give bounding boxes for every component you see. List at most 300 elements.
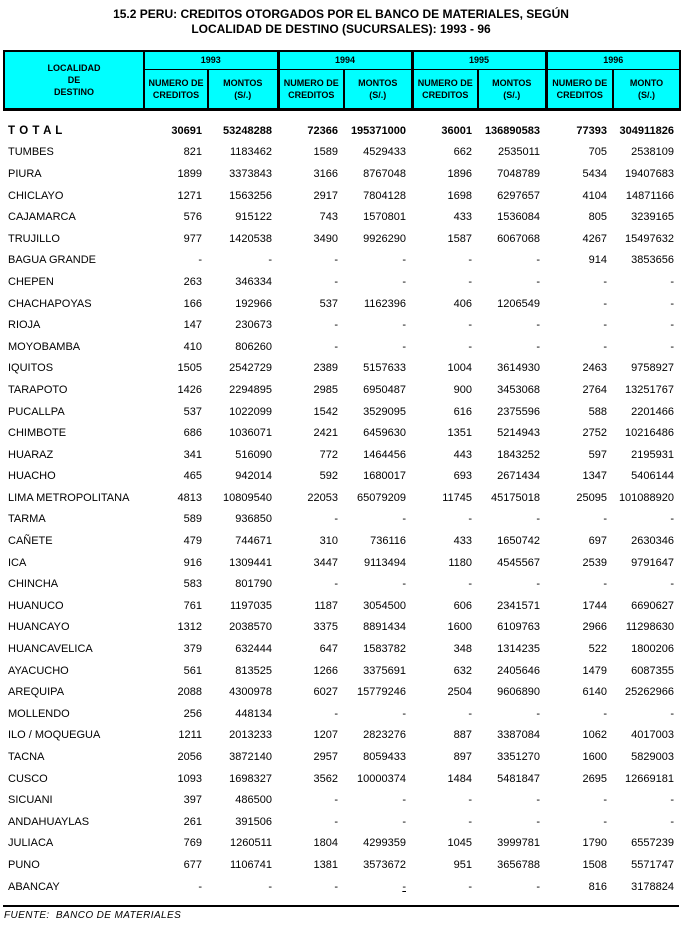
value-cell: - (603, 578, 607, 591)
locality-cell: ICA (8, 556, 27, 569)
value-cell: 1260511 (229, 837, 272, 850)
value-cell: 1045 (447, 837, 472, 850)
value-cell: 2013233 (229, 729, 272, 742)
value-cell: 256 (183, 707, 202, 720)
value-cell: 9926290 (363, 232, 406, 245)
table-row (4, 314, 680, 336)
value-cell: 348 (453, 643, 472, 656)
value-cell: - (402, 254, 406, 267)
value-cell: 1804 (313, 837, 338, 850)
value-cell: - (402, 794, 406, 807)
value-cell: 1698 (447, 189, 472, 202)
locality-cell: MOLLENDO (8, 707, 70, 720)
value-cell: 736116 (370, 535, 406, 548)
value-cell: - (468, 513, 472, 526)
value-cell: 1207 (313, 729, 338, 742)
value-cell: 486500 (235, 794, 272, 807)
value-cell: 5406144 (631, 470, 674, 483)
value-cell: - (536, 254, 540, 267)
value-cell: - (334, 707, 338, 720)
table-row (4, 876, 680, 898)
value-cell: 30691 (171, 124, 202, 137)
value-cell: 448134 (235, 707, 272, 720)
value-cell: 6950487 (363, 383, 406, 396)
value-cell: 1271 (177, 189, 202, 202)
value-cell: 3999781 (497, 837, 540, 850)
value-cell: 5829003 (631, 751, 674, 764)
value-cell: - (670, 513, 674, 526)
value-cell: 2917 (313, 189, 338, 202)
value-cell: - (468, 275, 472, 288)
value-cell: - (603, 319, 607, 332)
value-cell: 1420538 (229, 232, 272, 245)
value-cell: 951 (453, 858, 472, 871)
table-body (4, 110, 680, 898)
value-cell: 4017003 (631, 729, 674, 742)
locality-cell: PUCALLPA (8, 405, 65, 418)
value-cell: 1600 (447, 621, 472, 634)
value-cell: 4104 (582, 189, 607, 202)
value-cell: - (402, 578, 406, 591)
value-cell: 4813 (177, 491, 202, 504)
table-row (4, 746, 680, 768)
locality-cell: TARAPOTO (8, 383, 68, 396)
subheader-monto-1996: MONTO (S/.) (613, 70, 680, 110)
value-cell: 6140 (582, 686, 607, 699)
value-cell: - (334, 340, 338, 353)
value-cell: 6557239 (631, 837, 674, 850)
value-cell: 433 (453, 211, 472, 224)
value-cell: - (402, 707, 406, 720)
value-cell: - (334, 254, 338, 267)
value-cell: 3239165 (631, 211, 674, 224)
value-cell: - (334, 319, 338, 332)
table-row (4, 466, 680, 488)
locality-cell: CAJAMARCA (8, 211, 76, 224)
value-cell: 936850 (235, 513, 272, 526)
title-line-2: LOCALIDAD DE DESTINO (SUCURSALES): 1993 - 96 (191, 22, 491, 36)
value-cell: 592 (319, 470, 338, 483)
value-cell: 2038570 (229, 621, 272, 634)
value-cell: 22053 (307, 491, 338, 504)
value-cell: 2294895 (229, 383, 272, 396)
page-title (0, 0, 682, 37)
value-cell: 1600 (582, 751, 607, 764)
locality-cell: IQUITOS (8, 362, 54, 375)
value-cell: 6297657 (497, 189, 540, 202)
value-cell: - (468, 254, 472, 267)
value-cell: 516090 (235, 448, 272, 461)
value-cell: 479 (183, 535, 202, 548)
value-cell: - (536, 578, 540, 591)
value-cell: 10216486 (625, 427, 674, 440)
value-cell: 2752 (582, 427, 607, 440)
value-cell: 1106741 (229, 858, 272, 871)
value-cell: 1309441 (229, 556, 272, 569)
subheader-montos-1995: MONTOS (S/.) (478, 70, 546, 110)
locality-cell: ILO / MOQUEGUA (8, 729, 101, 742)
value-cell: 769 (183, 837, 202, 850)
value-cell: 19407683 (625, 167, 674, 180)
value-cell: 1426 (177, 383, 202, 396)
subheader-credits-1996: NUMERO DE CREDITOS (546, 70, 613, 110)
value-cell: 2542729 (229, 362, 272, 375)
locality-cell: ABANCAY (8, 880, 60, 893)
locality-cell: HUARAZ (8, 448, 54, 461)
value-cell: 310 (319, 535, 338, 548)
value-cell: 2695 (582, 772, 607, 785)
value-cell: 537 (183, 405, 202, 418)
value-cell: 3872140 (229, 751, 272, 764)
credits-table (3, 50, 681, 897)
locality-cell: HUANUCO (8, 599, 64, 612)
value-cell: 346334 (235, 275, 272, 288)
value-cell: 761 (183, 599, 202, 612)
value-cell: 101088920 (618, 491, 674, 504)
value-cell: 3573672 (363, 858, 406, 871)
value-cell: 1183462 (229, 146, 272, 159)
value-cell: 606 (453, 599, 472, 612)
locality-cell: HUACHO (8, 470, 56, 483)
value-cell: 2671434 (497, 470, 540, 483)
locality-header-line3: DESTINO (53, 87, 94, 97)
value-cell: 45175018 (491, 491, 540, 504)
locality-header-line2: DE (67, 75, 81, 85)
value-cell: 6067068 (497, 232, 540, 245)
table-row (4, 401, 680, 423)
value-cell: 2764 (582, 383, 607, 396)
value-cell: 3656788 (497, 858, 540, 871)
value-cell: 2538109 (631, 146, 674, 159)
value-cell: 632 (453, 664, 472, 677)
value-cell: 12669181 (625, 772, 674, 785)
table-row (4, 573, 680, 595)
table-row (4, 595, 680, 617)
value-cell: 1197035 (229, 599, 272, 612)
value-cell: - (334, 794, 338, 807)
table-row (4, 617, 680, 639)
value-cell: - (670, 578, 674, 591)
subheader-credits-1995: NUMERO DE CREDITOS (412, 70, 478, 110)
value-cell: 3054500 (363, 599, 406, 612)
locality-cell: BAGUA GRANDE (8, 254, 97, 267)
value-cell: 1589 (313, 146, 338, 159)
subheader-montos-1993: MONTOS (S/.) (208, 70, 278, 110)
value-cell: 801790 (235, 578, 272, 591)
table-row (4, 789, 680, 811)
value-cell: - (468, 578, 472, 591)
value-cell: 9113494 (363, 556, 406, 569)
value-cell: 2985 (313, 383, 338, 396)
locality-cell: LIMA METROPOLITANA (8, 491, 130, 504)
value-cell: 304911826 (619, 124, 674, 137)
value-cell: 11298630 (625, 621, 674, 634)
value-cell: 443 (453, 448, 472, 461)
value-cell: 465 (183, 470, 202, 483)
table-row (4, 358, 680, 380)
value-cell: 4300978 (229, 686, 272, 699)
value-cell: 4529433 (363, 146, 406, 159)
value-cell: 379 (183, 643, 202, 656)
value-cell: 7804128 (363, 189, 406, 202)
value-cell: 1381 (313, 858, 338, 871)
locality-cell: TACNA (8, 751, 45, 764)
value-cell: 3529095 (363, 405, 406, 418)
value-cell: - (670, 340, 674, 353)
table-row (4, 185, 680, 207)
value-cell: - (334, 880, 338, 893)
value-cell: 705 (588, 146, 607, 159)
value-cell: 7048789 (497, 167, 540, 180)
value-cell: 916 (183, 556, 202, 569)
value-cell: 9606890 (497, 686, 540, 699)
value-cell: 1312 (177, 621, 202, 634)
table-row (4, 681, 680, 703)
value-cell: 616 (453, 405, 472, 418)
value-cell: - (603, 340, 607, 353)
value-cell: - (334, 578, 338, 591)
value-cell: 2195931 (631, 448, 674, 461)
table-row (4, 250, 680, 272)
value-cell: 1351 (447, 427, 472, 440)
value-cell: 2389 (313, 362, 338, 375)
table-row (4, 552, 680, 574)
value-cell: 15779246 (357, 686, 406, 699)
value-cell: 5481847 (497, 772, 540, 785)
value-cell: - (198, 880, 202, 893)
table-row (4, 703, 680, 725)
table-row (4, 768, 680, 790)
value-cell: 15497632 (625, 232, 674, 245)
table-row (4, 444, 680, 466)
value-cell: 14871166 (625, 189, 674, 202)
value-cell: 1347 (582, 470, 607, 483)
table-row (4, 660, 680, 682)
value-cell: 2539 (582, 556, 607, 569)
value-cell: 410 (183, 340, 202, 353)
table-row (4, 163, 680, 185)
table-row (4, 487, 680, 509)
value-cell: 1680017 (363, 470, 406, 483)
value-cell: 677 (183, 858, 202, 871)
value-cell: - (198, 254, 202, 267)
locality-cell: CUSCO (8, 772, 48, 785)
value-cell: 5157633 (363, 362, 406, 375)
value-cell: 1698327 (229, 772, 272, 785)
value-cell: 261 (183, 815, 202, 828)
value-cell: 11745 (442, 491, 472, 504)
value-cell: - (536, 340, 540, 353)
value-cell: 1563256 (229, 189, 272, 202)
value-cell: 5214943 (497, 427, 540, 440)
value-cell: 2088 (177, 686, 202, 699)
locality-cell: CHACHAPOYAS (8, 297, 92, 310)
value-cell: 897 (453, 751, 472, 764)
value-cell: 887 (453, 729, 472, 742)
value-cell: 576 (183, 211, 202, 224)
value-cell: - (603, 794, 607, 807)
subheader-montos-1994: MONTOS (S/.) (344, 70, 412, 110)
value-cell: 6690627 (631, 599, 674, 612)
value-cell: 1843252 (497, 448, 540, 461)
value-cell: 977 (183, 232, 202, 245)
locality-cell: PUNO (8, 858, 40, 871)
value-cell: 53248288 (223, 124, 272, 137)
value-cell: - (670, 275, 674, 288)
value-cell: 2535011 (497, 146, 540, 159)
value-cell: - (670, 297, 674, 310)
value-cell: 4299359 (363, 837, 406, 850)
value-cell: 3373843 (229, 167, 272, 180)
value-cell: 6459630 (363, 427, 406, 440)
value-cell: 743 (319, 211, 338, 224)
locality-cell: MOYOBAMBA (8, 340, 81, 353)
value-cell: 1206549 (497, 297, 540, 310)
value-cell: 1587 (447, 232, 472, 245)
value-cell: 2823276 (363, 729, 406, 742)
value-cell: 1800206 (631, 643, 674, 656)
value-cell: - (468, 794, 472, 807)
value-cell: 1187 (314, 599, 338, 612)
locality-header-line1: LOCALIDAD (47, 63, 101, 73)
value-cell: 589 (183, 513, 202, 526)
table-row (4, 530, 680, 552)
value-cell: 697 (588, 535, 607, 548)
table-row (4, 336, 680, 358)
value-cell: 583 (183, 578, 202, 591)
value-cell: 632444 (235, 643, 272, 656)
locality-cell: CHIMBOTE (8, 427, 67, 440)
value-cell: - (536, 513, 540, 526)
value-cell: 77393 (576, 124, 607, 137)
value-cell: 1093 (177, 772, 202, 785)
value-cell: 2957 (313, 751, 338, 764)
value-cell: - (468, 340, 472, 353)
locality-cell: T O T A L (8, 124, 63, 137)
value-cell: 2201466 (631, 405, 674, 418)
value-cell: 2463 (582, 362, 607, 375)
value-cell: 3375 (313, 621, 338, 634)
title-line-1: 15.2 PERU: CREDITOS OTORGADOS POR EL BANCO DE MATERIALES, SEGÚN (113, 7, 569, 21)
value-cell: 805 (588, 211, 607, 224)
value-cell: - (402, 275, 406, 288)
table-row (4, 833, 680, 855)
value-cell: 1022099 (229, 405, 272, 418)
value-cell: 915122 (235, 211, 272, 224)
locality-cell: TUMBES (8, 146, 54, 159)
value-cell: 1062 (582, 729, 607, 742)
value-cell: - (334, 815, 338, 828)
table-row (4, 638, 680, 660)
locality-cell: HUANCAYO (8, 621, 70, 634)
value-cell: - (402, 513, 406, 526)
value-cell: - (536, 275, 540, 288)
value-cell: 3562 (313, 772, 338, 785)
value-cell: 6027 (313, 686, 338, 699)
value-cell: 3166 (313, 167, 338, 180)
value-cell: 821 (183, 146, 202, 159)
value-cell: 561 (183, 664, 202, 677)
subheader-credits-1994: NUMERO DE CREDITOS (278, 70, 344, 110)
value-cell: 597 (588, 448, 607, 461)
table-row (4, 293, 680, 315)
value-cell: 1542 (313, 405, 338, 418)
value-cell: 914 (588, 254, 607, 267)
value-cell: 433 (453, 535, 472, 548)
source-note: FUENTE: BANCO DE MATERIALES (4, 910, 182, 921)
value-cell: - (536, 794, 540, 807)
value-cell: - (268, 880, 272, 893)
locality-header-cell (4, 51, 144, 110)
value-cell: - (603, 815, 607, 828)
value-cell: 647 (319, 643, 338, 656)
value-cell: 3375691 (363, 664, 406, 677)
value-cell: 693 (453, 470, 472, 483)
table-row (4, 422, 680, 444)
locality-cell: TARMA (8, 513, 46, 526)
spacer-row (4, 110, 680, 121)
locality-cell: JULIACA (8, 837, 54, 850)
value-cell: 1896 (447, 167, 472, 180)
value-cell: - (468, 707, 472, 720)
table-row (4, 120, 680, 142)
table-row (4, 811, 680, 833)
value-cell: - (603, 707, 607, 720)
value-cell: 1314235 (497, 643, 540, 656)
value-cell: 3490 (313, 232, 338, 245)
value-cell: 3614930 (497, 362, 540, 375)
value-cell: - (536, 319, 540, 332)
value-cell: 391506 (235, 815, 272, 828)
value-cell: 942014 (235, 470, 272, 483)
value-cell: 136890583 (484, 124, 540, 137)
value-cell: 25095 (576, 491, 607, 504)
value-cell: - (402, 340, 406, 353)
year-header-1996: 1996 (546, 51, 680, 70)
value-cell: - (603, 275, 607, 288)
table-row (4, 379, 680, 401)
value-cell: 3853656 (631, 254, 674, 267)
value-cell: - (468, 880, 472, 893)
locality-cell: HUANCAVELICA (8, 643, 93, 656)
value-cell: 1464456 (363, 448, 406, 461)
value-cell: 9791647 (631, 556, 674, 569)
value-cell: 522 (588, 643, 607, 656)
value-cell: 1650742 (497, 535, 540, 548)
value-cell: 147 (183, 319, 202, 332)
value-cell: 72366 (307, 124, 338, 137)
year-header-1995: 1995 (412, 51, 546, 70)
value-cell: 1004 (447, 362, 472, 375)
value-cell: 166 (183, 297, 202, 310)
value-cell: - (670, 815, 674, 828)
value-cell: 1790 (582, 837, 607, 850)
value-cell: 1505 (177, 362, 202, 375)
value-cell: 230673 (235, 319, 272, 332)
value-cell: 1508 (582, 858, 607, 871)
value-cell: 8767048 (363, 167, 406, 180)
locality-cell: CAÑETE (8, 535, 53, 548)
value-cell: 4267 (582, 232, 607, 245)
value-cell: - (670, 319, 674, 332)
value-cell: - (536, 707, 540, 720)
value-cell: 6087355 (631, 664, 674, 677)
locality-cell: CHINCHA (8, 578, 59, 591)
locality-cell: AREQUIPA (8, 686, 65, 699)
locality-cell: RIOJA (8, 319, 41, 332)
value-cell: 8891434 (363, 621, 406, 634)
value-cell: 1536084 (497, 211, 540, 224)
